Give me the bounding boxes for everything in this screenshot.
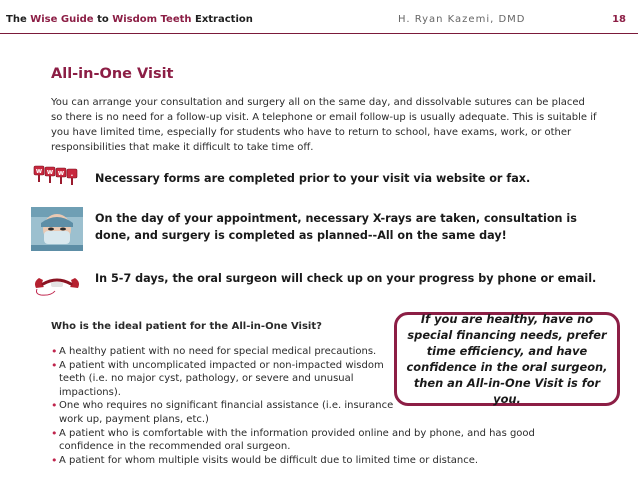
svg-text:w: w — [35, 167, 43, 175]
page-number: 18 — [612, 14, 626, 25]
telephone-icon — [31, 258, 83, 298]
document-title — [6, 14, 253, 25]
title-part: The — [6, 14, 31, 25]
list-item: • A patient for whom multiple visits would be difficult due to limited time or distance. — [51, 454, 537, 468]
svg-text:w: w — [57, 169, 65, 177]
title-part: Extraction — [191, 14, 253, 25]
section-title: All-in-One Visit — [51, 66, 174, 82]
title-part-wise-guide: Wise Guide — [30, 14, 94, 25]
step-appointment: On the day of your appointment, necessary X-rays are taken, consultation is done, and surgery is completed as planned--All on the same day! — [95, 212, 577, 242]
callout-text: If you are healthy, have no special financing needs, prefer time efficiency, and have confidence in the oral surgeon, then an All-in-One Visit is for you. — [406, 312, 608, 406]
page-header — [0, 0, 638, 34]
summary-callout — [394, 312, 620, 406]
author-name: H. Ryan Kazemi, DMD — [398, 14, 526, 25]
list-item: • A patient who is comfortable with the information provided online and by phone, and has good confidence in the recommended oral surgeon. — [51, 427, 537, 454]
list-item: • A healthy patient with no need for special medical precautions. — [51, 345, 399, 359]
svg-text:.: . — [70, 170, 74, 178]
title-part: to — [93, 14, 113, 25]
ideal-patient-question: Who is the ideal patient for the All-in-One Visit? — [51, 321, 322, 332]
www-keys-icon — [31, 156, 83, 196]
list-item: • One who requires no significant financial assistance (i.e. insurance work up, payment plans, etc.) — [51, 399, 399, 426]
title-part-wisdom-teeth: Wisdom Teeth — [112, 14, 192, 25]
svg-text:w: w — [46, 168, 54, 176]
list-item: • A patient with uncomplicated impacted or non-impacted wisdom teeth (i.e. no major cyst, pathology, or severe and unusual impactions). — [51, 359, 399, 400]
step-follow-up: In 5-7 days, the oral surgeon will check up on your progress by phone or email. — [95, 272, 597, 285]
surgeon-icon — [31, 207, 83, 251]
step-forms: Necessary forms are completed prior to your visit via website or fax. — [95, 172, 531, 185]
intro-paragraph: You can arrange your consultation and surgery all on the same day, and dissolvable sutures can be placed so there is no need for a follow-up visit. A telephone or email follow-up is usually adequate. This is suitable if you have limited time, especially for students who have to return to school, have exams, work, or other responsibilities that make it difficult to take time off. — [51, 97, 597, 153]
